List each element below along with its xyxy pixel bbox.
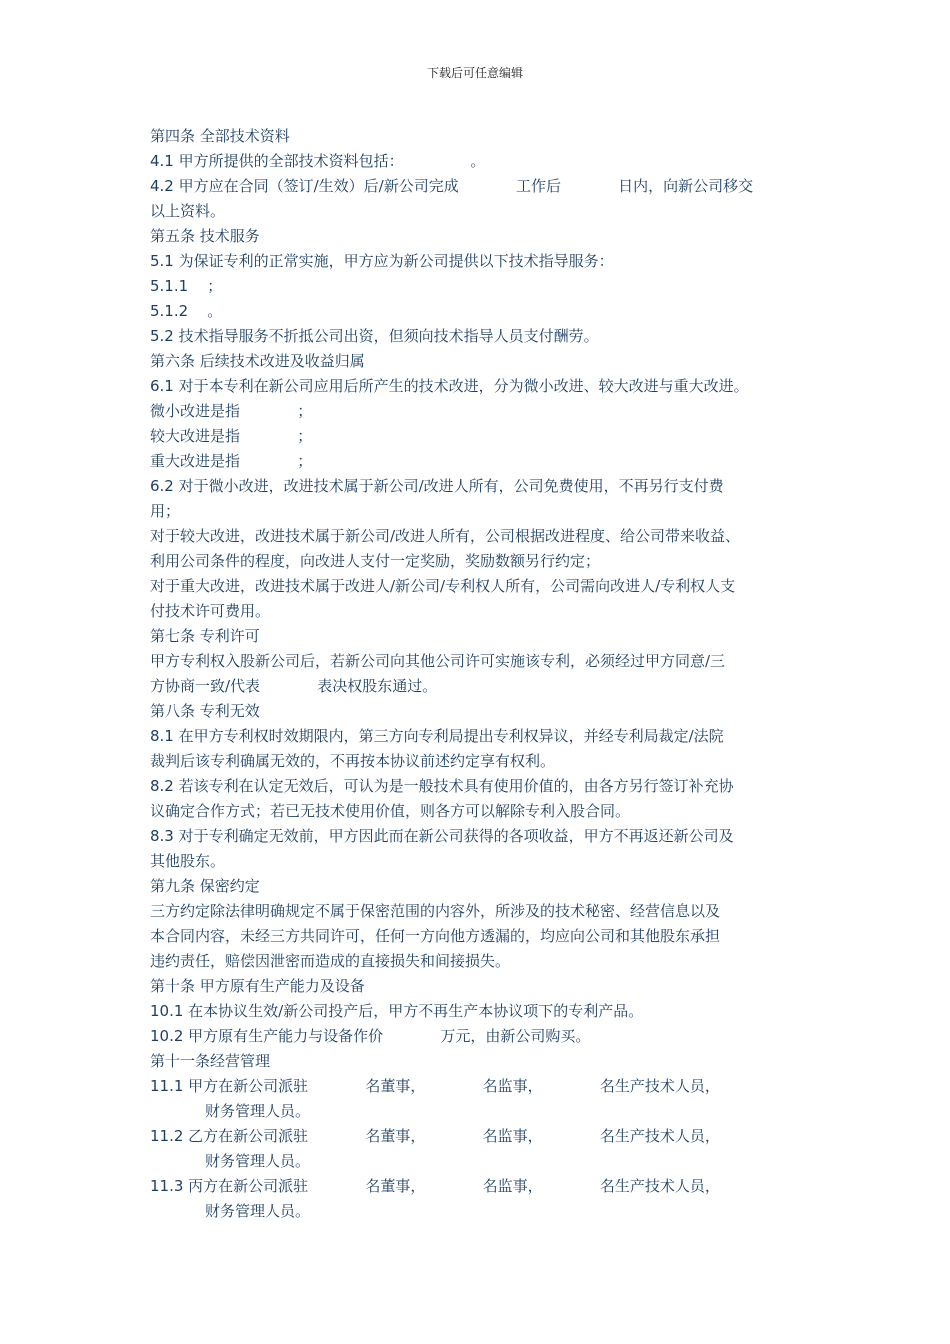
line-text: 方协商一致/代表 表决权股东通过。 [150,677,438,695]
line-text: 第五条 技术服务 [150,227,260,245]
line-text: 第十一条经营管理 [150,1052,271,1070]
line-text: 对于较大改进，改进技术属于新公司/改进人所有，公司根据改进程度、给公司带来收益、 [150,527,741,545]
clause-number: 11.1 [150,1077,184,1095]
document-line [150,274,810,299]
document-line [150,824,810,849]
line-text: 第八条 专利无效 [150,702,260,720]
document-line [150,924,810,949]
document-line [150,749,810,774]
line-text: 。 [188,302,223,320]
line-text: 技术指导服务不折抵公司出资，但须向技术指导人员支付酬劳。 [173,327,599,345]
document-line [150,1124,810,1149]
document-line [150,574,810,599]
line-text: 财务管理人员。 [205,1202,311,1220]
document-line [150,224,810,249]
clause-number: 6.2 [150,477,174,495]
document-line [150,424,810,449]
document-line [150,374,810,399]
document-line [150,524,810,549]
document-line [150,974,810,999]
line-text: 本合同内容，未经三方共同许可，任何一方向他方透漏的，均应向公司和其他股东承担 [150,927,721,945]
document-body [150,124,810,1224]
line-text: 三方约定除法律明确规定不属于保密范围的内容外，所涉及的技术秘密、经营信息以及 [150,902,721,920]
clause-number: 8.2 [150,777,174,795]
document-line [150,449,810,474]
line-text: 对于专利确定无效前，甲方因此而在新公司获得的各项收益，甲方不再返还新公司及 [173,827,734,845]
line-text: 其他股东。 [150,852,226,870]
line-text: 付技术许可费用。 [150,602,271,620]
document-line [150,874,810,899]
line-text: 若该专利在认定无效后，可认为是一般技术具有使用价值的，由各方另行签订补充协 [173,777,734,795]
line-text: 甲方应在合同（签订/生效）后/新公司完成 工作后 日内，向新公司移交 [173,177,754,195]
document-line [150,1149,810,1174]
document-line [150,599,810,624]
clause-number: 11.2 [150,1127,184,1145]
document-line [150,799,810,824]
clause-number: 5.2 [150,327,174,345]
clause-number: 8.1 [150,727,174,745]
document-line [150,624,810,649]
line-text: ； [188,277,223,295]
clause-number: 11.3 [150,1177,184,1195]
clause-number: 8.3 [150,827,174,845]
document-line [150,399,810,424]
document-line [150,474,810,499]
clause-number: 5.1.1 [150,277,189,295]
document-line [150,1199,810,1224]
document-line [150,1074,810,1099]
document-line [150,724,810,749]
line-text: 第七条 专利许可 [150,627,260,645]
line-text: 甲方原有生产能力与设备作价 万元，由新公司购买。 [183,1027,591,1045]
clause-number: 5.1 [150,252,174,270]
document-line [150,674,810,699]
line-text: 对于重大改进，改进技术属于改进人/新公司/专利权人所有，公司需向改进人/专利权人支 [150,577,736,595]
line-text: 甲方所提供的全部技术资料包括： 。 [173,152,486,170]
line-text: 较大改进是指 ； [150,427,313,445]
line-text: 乙方在新公司派驻 名董事， 名监事， 名生产技术人员， [183,1127,720,1145]
document-line [150,124,810,149]
document-line [150,649,810,674]
document-line [150,174,810,199]
document-line [150,949,810,974]
document-line [150,249,810,274]
document-line [150,324,810,349]
line-text: 为保证专利的正常实施，甲方应为新公司提供以下技术指导服务： [173,252,614,270]
line-text: 微小改进是指 ； [150,402,313,420]
document-line [150,349,810,374]
clause-number: 10.2 [150,1027,184,1045]
line-text: 财务管理人员。 [205,1102,311,1120]
line-text: 在甲方专利权时效期限内，第三方向专利局提出专利权异议，并经专利局裁定/法院 [173,727,724,745]
document-line [150,999,810,1024]
document-line [150,1049,810,1074]
document-line [150,774,810,799]
document-line [150,1024,810,1049]
line-text: 第四条 全部技术资料 [150,127,290,145]
clause-number: 10.1 [150,1002,184,1020]
line-text: 第六条 后续技术改进及收益归属 [150,352,365,370]
line-text: 议确定合作方式；若已无技术使用价值，则各方可以解除专利入股合同。 [150,802,631,820]
line-text: 对于本专利在新公司应用后所产生的技术改进，分为微小改进、较大改进与重大改进。 [173,377,749,395]
line-text: 对于微小改进，改进技术属于新公司/改进人所有，公司免费使用，不再另行支付费 [173,477,724,495]
line-text: 财务管理人员。 [205,1152,311,1170]
document-line [150,1174,810,1199]
line-text: 甲方专利权入股新公司后，若新公司向其他公司许可实施该专利，必须经过甲方同意/三 [150,652,726,670]
line-text: 第十条 甲方原有生产能力及设备 [150,977,365,995]
line-text: 用； [150,502,181,520]
clause-number: 4.2 [150,177,174,195]
document-line [150,549,810,574]
line-text: 甲方在新公司派驻 名董事， 名监事， 名生产技术人员， [183,1077,720,1095]
line-text: 重大改进是指 ； [150,452,313,470]
document-line [150,849,810,874]
page-header: 下载后可任意编辑 [426,66,523,80]
document-line [150,149,810,174]
document-line [150,499,810,524]
document-line [150,699,810,724]
document-line [150,1099,810,1124]
line-text: 第九条 保密约定 [150,877,260,895]
line-text: 在本协议生效/新公司投产后，甲方不再生产本协议项下的专利产品。 [183,1002,644,1020]
document-line [150,899,810,924]
line-text: 违约责任，赔偿因泄密而造成的直接损失和间接损失。 [150,952,511,970]
line-text: 丙方在新公司派驻 名董事， 名监事， 名生产技术人员， [183,1177,720,1195]
clause-number: 4.1 [150,152,174,170]
line-text: 以上资料。 [150,202,226,220]
clause-number: 6.1 [150,377,174,395]
line-text: 裁判后该专利确属无效的，不再按本协议前述约定享有权利。 [150,752,556,770]
line-text: 利用公司条件的程度，向改进人支付一定奖励，奖励数额另行约定； [150,552,601,570]
document-line [150,199,810,224]
clause-number: 5.1.2 [150,302,189,320]
document-line [150,299,810,324]
